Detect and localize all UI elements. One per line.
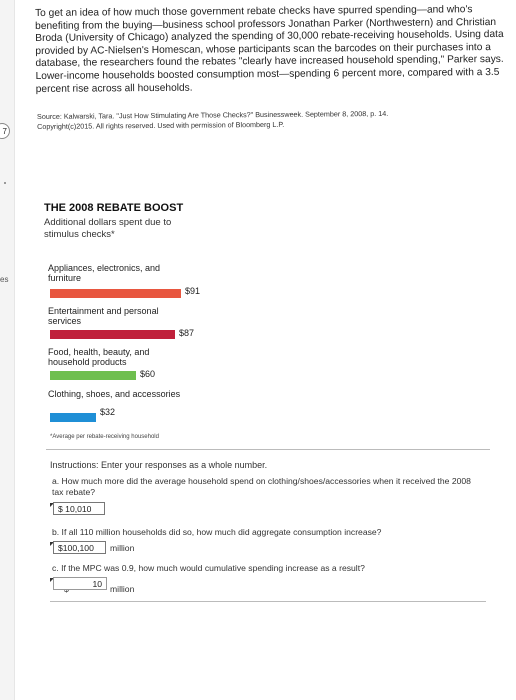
source-line-2: Copyright(c)2015. All rights reserved. Used with permission of Bloomberg L.P. [37, 119, 285, 131]
question-a-text: a. How much more did the average household spend on clothing/shoes/accessories when it received the 2008 tax rebate? [52, 476, 471, 497]
chart-bar [50, 413, 96, 422]
answer-c-unit: million [110, 584, 135, 594]
question-b-text: b. If all 110 million households did so, how much did aggregate consumption increase? [52, 527, 382, 537]
sidebar-text-fragment: es [0, 275, 9, 284]
intro-paragraph: To get an idea of how much those government rebate checks have spurred spending—and who's benefiting from the buying—business school professors Jonathan Parker (Northwestern) and Christian Broda (University of Chicago) analyzed the spending of 30,000 rebate-receiving households. Using data provided by AC-Nielsen's Homescan, whose participants scan the barcodes on their purchases into a database, the researchers found the rebates "clearly have increased household spending," Parker says. Lower-income households boosted consumption most—spending 6 percent more, compared with a 3.5 percent rise across all households. [35, 4, 504, 95]
instructions-text: Instructions: Enter your responses as a whole number. [50, 460, 268, 470]
chart-value-label: $32 [100, 407, 116, 417]
question-c-text: c. If the MPC was 0.9, how much would cumulative spending increase as a result? [52, 563, 365, 573]
chart-category-label: Food, health, beauty, and household products [48, 347, 150, 367]
chart-bar [50, 289, 181, 298]
chart-title: THE 2008 REBATE BOOST [44, 202, 184, 214]
chart-subtitle: Additional dollars spent due to stimulus checks* [44, 217, 172, 240]
left-sidebar-strip [0, 0, 15, 700]
answer-b-unit: million [110, 543, 135, 553]
answer-a-field[interactable]: $ 10,010 [53, 502, 105, 515]
rebate-chart-heading [44, 202, 194, 241]
chart-category-label: Entertainment and personal services [48, 306, 159, 326]
chart-value-label: $60 [140, 369, 156, 379]
chart-footnote: *Average per rebate-receiving household [50, 434, 159, 440]
source-line-1: Source: Kalwarski, Tara. "Just How Stimulating Are Those Checks?" Businessweek. September 8, 2008, p. 14. [37, 108, 389, 121]
chart-value-label: $91 [185, 286, 201, 296]
answer-b-field[interactable]: $100,100 [53, 541, 106, 554]
chart-value-label: $87 [179, 328, 195, 338]
instructions-top-rule [46, 449, 490, 450]
instructions-bottom-rule [50, 601, 486, 602]
source-citation [37, 108, 497, 132]
chart-bar [50, 371, 136, 380]
chart-category-label: Appliances, electronics, and furniture [48, 263, 161, 283]
question-number-badge[interactable]: 7 [0, 123, 10, 139]
chart-category-label: Clothing, shoes, and accessories [48, 389, 181, 399]
sidebar-dot [4, 182, 6, 184]
answer-c-field[interactable]: 10 [53, 577, 107, 590]
chart-bar [50, 330, 175, 339]
